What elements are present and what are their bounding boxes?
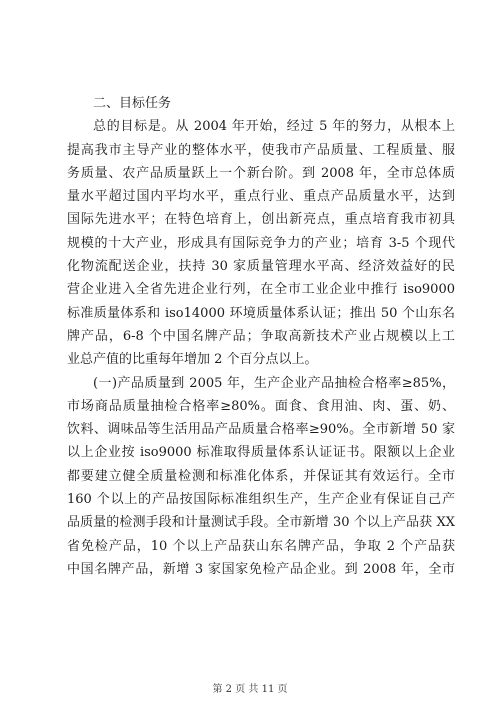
paragraph-line: 标准质量体系和 iso14000 环境质量体系认证；推出 50 个山东名	[67, 305, 455, 321]
document-body	[67, 92, 455, 581]
paragraph-line: 市场商品质量抽检合格率≥80%。面食、食用油、肉、蛋、奶、	[67, 398, 455, 414]
paragraph-line: 总的目标是。从 2004 年开始，经过 5 年的努力，从根本上	[93, 119, 455, 135]
paragraph-line: 规模的十大产业，形成具有国际竞争力的产业；培育 3-5 个现代	[67, 235, 455, 251]
paragraph-line: (一)产品质量到 2005 年，生产企业产品抽检合格率≥85%，	[93, 375, 455, 391]
paragraph-line: 饮料、调味品等生活用品产品质量合格率≥90%。全市新增 50 家	[67, 422, 455, 438]
paragraph-line: 国际先进水平；在特色培育上，创出新亮点，重点培育我市初具	[67, 212, 455, 228]
paragraph-line: 化物流配送企业，扶持 30 家质量管理水平高、经济效益好的民	[67, 259, 455, 275]
paragraph-line: 务质量、农产品质量跃上一个新台阶。到 2008 年，全市总体质	[67, 165, 455, 181]
paragraph-line: 量水平超过国内平均水平，重点行业、重点产品质量水平，达到	[67, 189, 455, 205]
paragraph-line: 业总产值的比重每年增加 2 个百分点以上。	[67, 352, 318, 368]
paragraph-line: 品质量的检测手段和计量测试手段。全市新增 30 个以上产品获 XX	[67, 515, 455, 531]
paragraph-line: 提高我市主导产业的整体水平，使我市产品质量、工程质量、服	[67, 142, 455, 158]
paragraph-line: 营企业进入全省先进企业行列，在全市工业企业中推行 iso9000	[67, 282, 455, 298]
paragraph-line: 中国名牌产品，新增 3 家国家免检产品企业。到 2008 年，全市	[67, 561, 455, 577]
paragraph-line: 牌产品，6-8 个中国名牌产品；争取高新技术产业占规模以上工	[67, 328, 455, 344]
paragraph-line: 都要建立健全质量检测和标准化体系，并保证其有效运行。全市	[67, 468, 455, 484]
paragraph-line: 以上企业按 iso9000 标准取得质量体系认证证书。限额以上企业	[67, 445, 455, 461]
section-heading: 二、目标任务	[93, 96, 172, 111]
paragraph-line: 160 个以上的产品按国际标准组织生产，生产企业有保证自己产	[67, 492, 455, 508]
paragraph-line: 省免检产品，10 个以上产品获山东名牌产品，争取 2 个产品获	[67, 538, 455, 554]
page-footer: 第 2 页 共 11 页	[212, 684, 288, 695]
